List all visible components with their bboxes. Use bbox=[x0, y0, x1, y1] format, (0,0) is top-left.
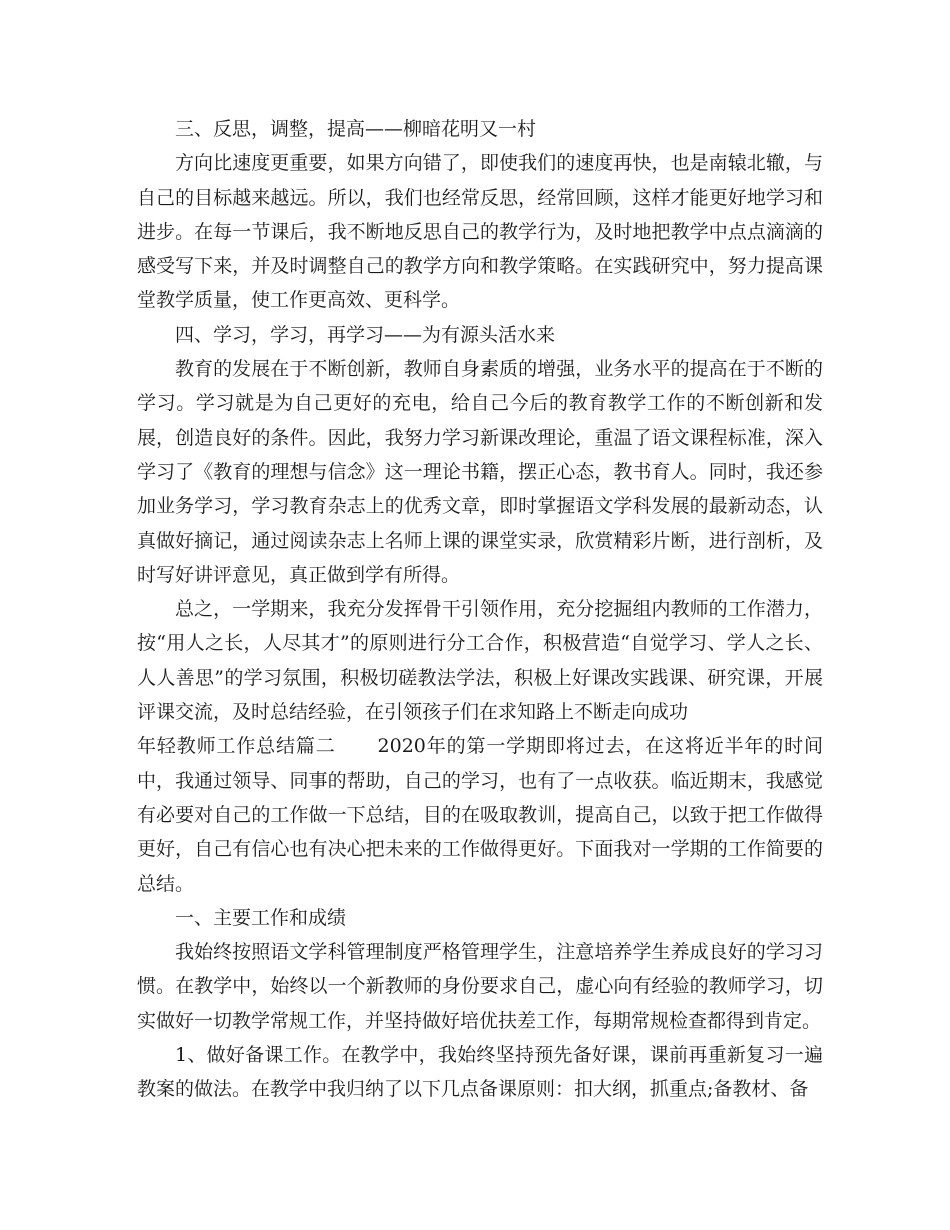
body-paragraph: 1、做好备课工作。在教学中，我始终坚持预先备好课，课前再重新复习一遍教案的做法。在教学中我归纳了以下几点备课原则：扣大纲，抓重点;备教材、备 bbox=[137, 1044, 823, 1101]
section-intro-paragraph bbox=[137, 729, 823, 900]
section-heading: 四、学习，学习，再学习——为有源头活水来 bbox=[175, 323, 556, 346]
section-intro-text: 2020年的第一学期即将过去，在这将近半年的时间中，我通过领导、同事的帮助，自己的学习，也有了一点收获。临近期末，我感觉有必要对自己的工作做一下总结，目的在吸取教训，提高自己，以致于把工作做得更好，自己有信心也有决心把未来的工作做得更好。下面我对一学期的工作简要的总结。 bbox=[137, 735, 823, 895]
body-paragraph: 教育的发展在于不断创新，教师自身素质的增强，业务水平的提高在于不断的学习。学习就是为自己更好的充电，给自己今后的教育教学工作的不断创新和发展，创造良好的条件。因此，我努力学习新课改理论，重温了语文课程标准，深入学习了《教育的理想与信念》这一理论书籍，摆正心态，教书育人。同时，我还参加业务学习，学习教育杂志上的优秀文章，即时掌握语文学科发展的最新动态，认真做好摘记，通过阅读杂志上名师上课的课堂实录，欣赏精彩片断，进行剖析，及时写好讲评意见，真正做到学有所得。 bbox=[137, 358, 823, 586]
document-body bbox=[137, 112, 823, 1107]
section-heading: 一、主要工作和成绩 bbox=[175, 906, 347, 929]
body-paragraph: 我始终按照语文学科管理制度严格管理学生，注意培养学生养成良好的学习习惯。在教学中，始终以一个新教师的身份要求自己，虚心向有经验的教师学习，切实做好一切教学常规工作，并坚持做好培优扶差工作，每期常规检查都得到肯定。 bbox=[137, 941, 823, 1032]
article-section-title: 年轻教师工作总结篇二 bbox=[137, 735, 336, 758]
body-paragraph: 总之，一学期来，我充分发挥骨干引领作用，充分挖掘组内教师的工作潜力，按“用人之长，人尽其才”的原则进行分工合作，积极营造“自觉学习、学人之长、人人善思”的学习氛围，积极切磋教法学法，积极上好课改实践课、研究课，开展评课交流，及时总结经验，在引领孩子们在求知路上不断走向成功 bbox=[137, 598, 823, 724]
section-heading: 三、反思，调整，提高——柳暗花明又一村 bbox=[175, 118, 537, 140]
body-paragraph: 方向比速度更重要，如果方向错了，即使我们的速度再快，也是南辕北辙，与自己的目标越来越远。所以，我们也经常反思，经常回顾，这样才能更好地学习和进步。在每一节课后，我不断地反思自己的教学行为，及时地把教学中点点滴滴的感受写下来，并及时调整自己的教学方向和教学策略。在实践研究中，努力提高课堂教学质量，使工作更高效、更科学。 bbox=[137, 152, 823, 312]
